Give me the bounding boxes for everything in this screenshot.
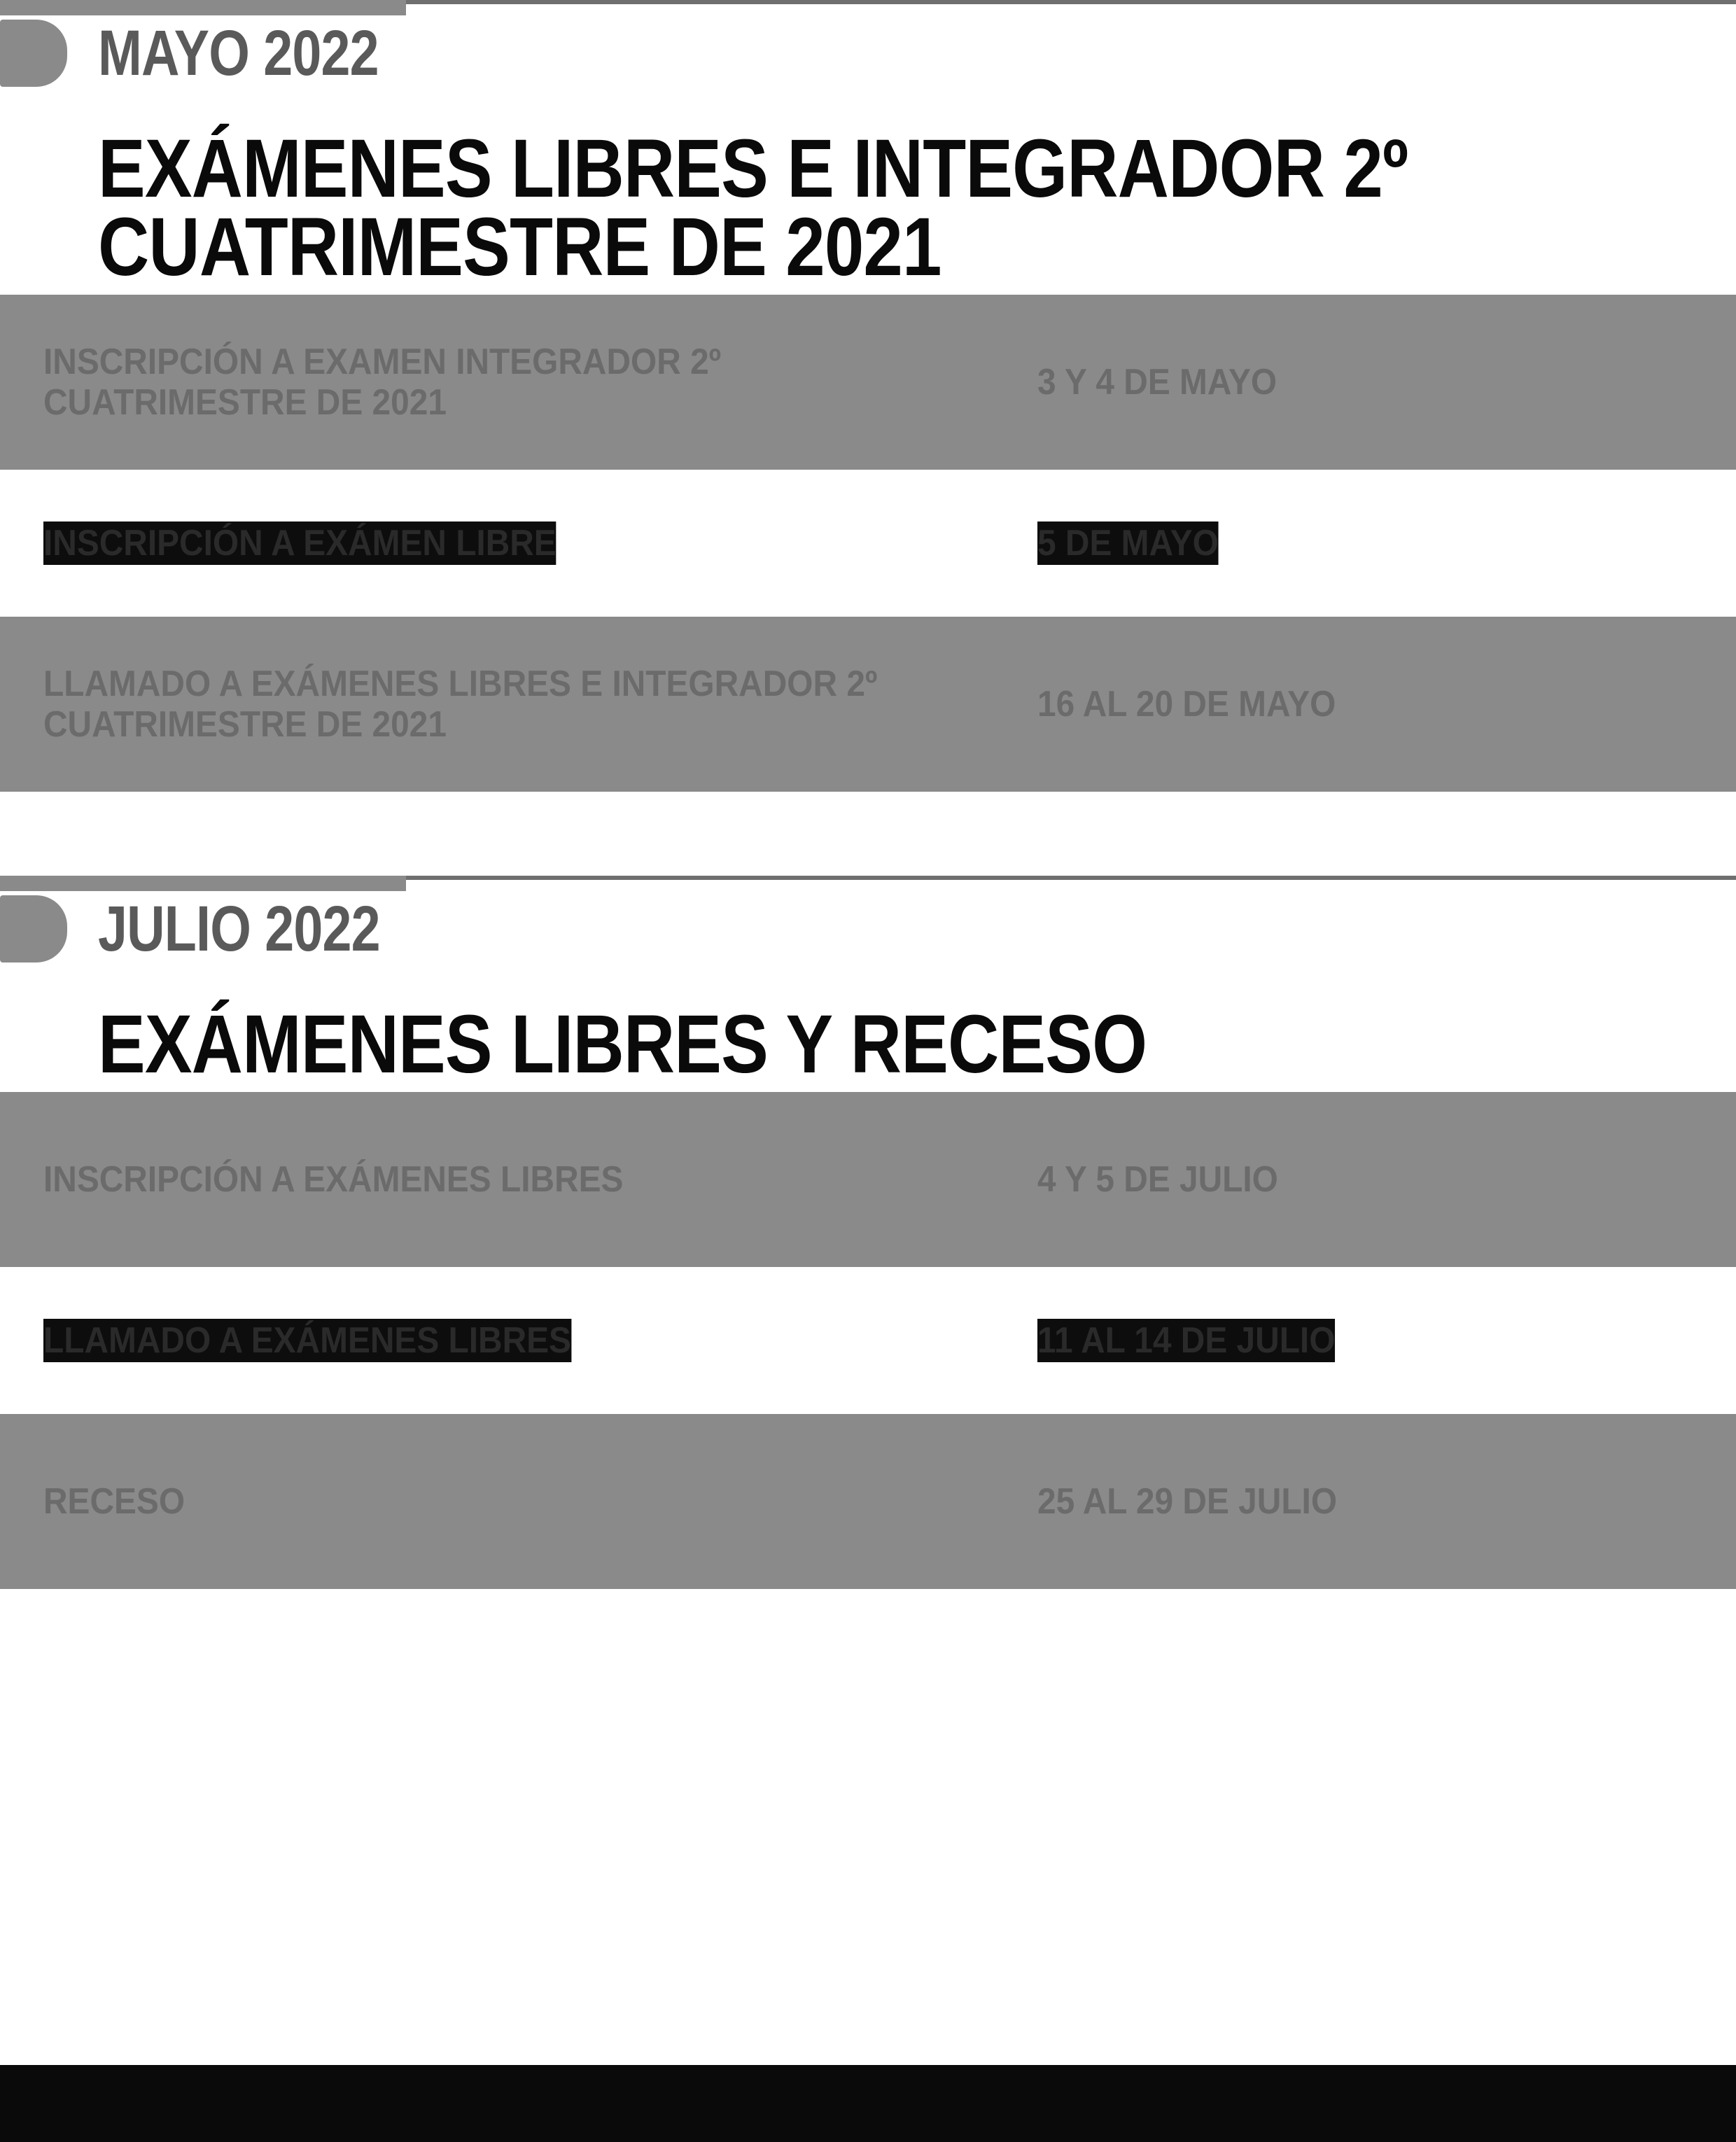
row-date: 3 Y 4 DE MAYO [1037, 362, 1278, 402]
schedule-rows-julio [0, 1092, 1736, 1589]
section-gap [0, 792, 1736, 876]
row-label: INSCRIPCIÓN A EXÁMENES LIBRES [43, 1159, 624, 1200]
row-label: INSCRIPCIÓN A EXAMEN INTEGRADOR 2º CUATRIMESTRE DE 2021 [43, 342, 722, 423]
row-label: LLAMADO A EXÁMENES LIBRES E INTEGRADOR 2º CUATRIMESTRE DE 2021 [43, 664, 878, 745]
headline-text: EXÁMENES LIBRES E INTEGRADOR 2º CUATRIMESTRE DE 2021 [98, 122, 1408, 293]
row-date: 5 DE MAYO [1037, 523, 1219, 564]
row-date: 25 AL 29 DE JULIO [1037, 1481, 1338, 1522]
row-gap [0, 470, 1736, 491]
row-gap [0, 1267, 1736, 1288]
headline-text: EXÁMENES LIBRES Y RECESO [98, 998, 1147, 1091]
month-marker-icon [0, 895, 67, 962]
month-title: JULIO 2022 [98, 893, 380, 965]
table-row [0, 491, 1736, 596]
month-marker-icon [0, 20, 67, 87]
month-title: MAYO 2022 [98, 18, 379, 89]
table-row [0, 1414, 1736, 1589]
row-date: 16 AL 20 DE MAYO [1037, 684, 1336, 724]
month-tab [0, 876, 406, 891]
row-label: INSCRIPCIÓN A EXÁMEN LIBRE [43, 523, 556, 564]
row-date: 4 Y 5 DE JULIO [1037, 1159, 1278, 1200]
table-row [0, 1092, 1736, 1267]
table-row [0, 617, 1736, 792]
table-row [0, 1288, 1736, 1393]
section-headline-julio [0, 998, 1736, 1091]
schedule-rows-mayo [0, 295, 1736, 792]
row-gap [0, 1393, 1736, 1414]
footer-bar [0, 2065, 1736, 2142]
row-gap [0, 596, 1736, 617]
month-header-julio [0, 876, 1736, 998]
section-headline-mayo [0, 122, 1736, 293]
month-tab [0, 0, 406, 15]
row-label: LLAMADO A EXÁMENES LIBRES [43, 1320, 571, 1361]
month-section-julio [0, 876, 1736, 1589]
month-header-mayo [0, 0, 1736, 122]
row-date: 11 AL 14 DE JULIO [1037, 1320, 1336, 1361]
month-section-mayo [0, 0, 1736, 792]
row-label: RECESO [43, 1481, 186, 1522]
table-row [0, 295, 1736, 470]
